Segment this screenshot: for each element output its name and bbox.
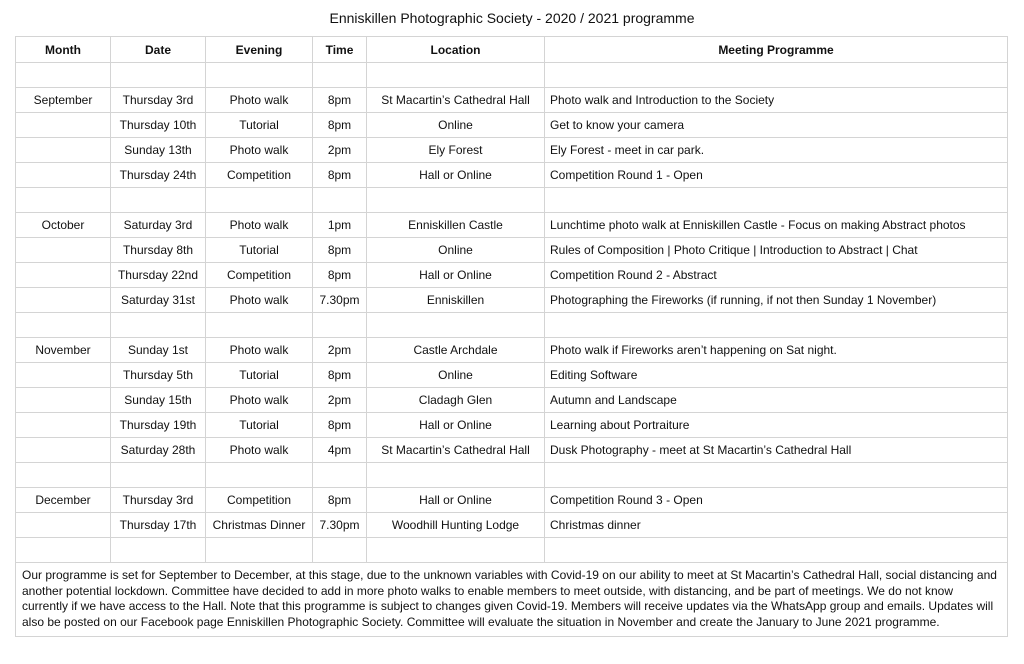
location-cell: Hall or Online bbox=[367, 263, 545, 288]
time-cell: 8pm bbox=[313, 238, 367, 263]
month-cell bbox=[16, 413, 111, 438]
empty-cell bbox=[367, 463, 545, 488]
empty-cell bbox=[16, 63, 111, 88]
month-cell bbox=[16, 238, 111, 263]
month-cell: November bbox=[16, 338, 111, 363]
time-cell: 8pm bbox=[313, 163, 367, 188]
month-cell bbox=[16, 263, 111, 288]
month-cell: September bbox=[16, 88, 111, 113]
location-cell: Enniskillen Castle bbox=[367, 213, 545, 238]
programme-cell: Competition Round 1 - Open bbox=[545, 163, 1008, 188]
empty-cell bbox=[367, 63, 545, 88]
location-cell: Castle Archdale bbox=[367, 338, 545, 363]
spacer-row bbox=[16, 463, 1008, 488]
empty-cell bbox=[111, 63, 206, 88]
empty-cell bbox=[16, 463, 111, 488]
table-row bbox=[16, 438, 1008, 463]
evening-cell: Tutorial bbox=[206, 413, 313, 438]
time-cell: 2pm bbox=[313, 138, 367, 163]
time-cell: 8pm bbox=[313, 88, 367, 113]
empty-cell bbox=[111, 463, 206, 488]
month-cell bbox=[16, 138, 111, 163]
location-cell: Woodhill Hunting Lodge bbox=[367, 513, 545, 538]
header-location: Location bbox=[367, 37, 545, 63]
programme-cell: Editing Software bbox=[545, 363, 1008, 388]
programme-cell: Photo walk and Introduction to the Society bbox=[545, 88, 1008, 113]
location-cell: Hall or Online bbox=[367, 163, 545, 188]
empty-cell bbox=[367, 188, 545, 213]
empty-cell bbox=[367, 538, 545, 563]
empty-cell bbox=[16, 188, 111, 213]
programme-cell: Competition Round 3 - Open bbox=[545, 488, 1008, 513]
evening-cell: Tutorial bbox=[206, 113, 313, 138]
table-row bbox=[16, 263, 1008, 288]
table-row bbox=[16, 363, 1008, 388]
empty-cell bbox=[206, 188, 313, 213]
spacer-row bbox=[16, 313, 1008, 338]
location-cell: St Macartin’s Cathedral Hall bbox=[367, 438, 545, 463]
programme-cell: Dusk Photography - meet at St Macartin’s Cathedral Hall bbox=[545, 438, 1008, 463]
programme-cell: Ely Forest - meet in car park. bbox=[545, 138, 1008, 163]
empty-cell bbox=[111, 538, 206, 563]
evening-cell: Photo walk bbox=[206, 288, 313, 313]
month-cell bbox=[16, 438, 111, 463]
location-cell: Online bbox=[367, 363, 545, 388]
date-cell: Thursday 22nd bbox=[111, 263, 206, 288]
date-cell: Sunday 1st bbox=[111, 338, 206, 363]
month-cell bbox=[16, 388, 111, 413]
month-cell bbox=[16, 288, 111, 313]
page-title: Enniskillen Photographic Society - 2020 / 2021 programme bbox=[329, 10, 695, 26]
header-month: Month bbox=[16, 37, 111, 63]
evening-cell: Photo walk bbox=[206, 438, 313, 463]
location-cell: Online bbox=[367, 238, 545, 263]
evening-cell: Competition bbox=[206, 488, 313, 513]
programme-table bbox=[15, 36, 1008, 637]
evening-cell: Competition bbox=[206, 263, 313, 288]
evening-cell: Photo walk bbox=[206, 388, 313, 413]
header-time: Time bbox=[313, 37, 367, 63]
programme-cell: Photo walk if Fireworks aren’t happening on Sat night. bbox=[545, 338, 1008, 363]
table-row bbox=[16, 113, 1008, 138]
evening-cell: Christmas Dinner bbox=[206, 513, 313, 538]
header-row bbox=[16, 37, 1008, 63]
table-row bbox=[16, 413, 1008, 438]
table-row bbox=[16, 88, 1008, 113]
header-evening: Evening bbox=[206, 37, 313, 63]
date-cell: Thursday 3rd bbox=[111, 488, 206, 513]
empty-cell bbox=[16, 313, 111, 338]
date-cell: Thursday 3rd bbox=[111, 88, 206, 113]
time-cell: 7.30pm bbox=[313, 513, 367, 538]
spacer-row bbox=[16, 538, 1008, 563]
date-cell: Thursday 5th bbox=[111, 363, 206, 388]
programme-cell: Photographing the Fireworks (if running, if not then Sunday 1 November) bbox=[545, 288, 1008, 313]
table-row bbox=[16, 213, 1008, 238]
evening-cell: Competition bbox=[206, 163, 313, 188]
table-row bbox=[16, 138, 1008, 163]
table-row bbox=[16, 513, 1008, 538]
date-cell: Sunday 15th bbox=[111, 388, 206, 413]
time-cell: 8pm bbox=[313, 363, 367, 388]
time-cell: 1pm bbox=[313, 213, 367, 238]
time-cell: 4pm bbox=[313, 438, 367, 463]
date-cell: Thursday 8th bbox=[111, 238, 206, 263]
empty-cell bbox=[545, 538, 1008, 563]
programme-cell: Christmas dinner bbox=[545, 513, 1008, 538]
table-body bbox=[16, 63, 1008, 563]
spacer-row bbox=[16, 63, 1008, 88]
header-date: Date bbox=[111, 37, 206, 63]
empty-cell bbox=[111, 188, 206, 213]
empty-cell bbox=[545, 463, 1008, 488]
location-cell: Online bbox=[367, 113, 545, 138]
date-cell: Thursday 19th bbox=[111, 413, 206, 438]
time-cell: 8pm bbox=[313, 263, 367, 288]
programme-cell: Autumn and Landscape bbox=[545, 388, 1008, 413]
date-cell: Thursday 17th bbox=[111, 513, 206, 538]
table-row bbox=[16, 338, 1008, 363]
empty-cell bbox=[111, 313, 206, 338]
empty-cell bbox=[313, 63, 367, 88]
programme-cell: Lunchtime photo walk at Enniskillen Castle - Focus on making Abstract photos bbox=[545, 213, 1008, 238]
table-row bbox=[16, 488, 1008, 513]
empty-cell bbox=[206, 538, 313, 563]
table-row bbox=[16, 163, 1008, 188]
programme-cell: Get to know your camera bbox=[545, 113, 1008, 138]
location-cell: Cladagh Glen bbox=[367, 388, 545, 413]
month-cell bbox=[16, 363, 111, 388]
month-cell bbox=[16, 513, 111, 538]
time-cell: 2pm bbox=[313, 388, 367, 413]
empty-cell bbox=[206, 63, 313, 88]
time-cell: 8pm bbox=[313, 488, 367, 513]
empty-cell bbox=[313, 188, 367, 213]
evening-cell: Photo walk bbox=[206, 338, 313, 363]
month-cell: December bbox=[16, 488, 111, 513]
empty-cell bbox=[206, 313, 313, 338]
month-cell: October bbox=[16, 213, 111, 238]
table-row bbox=[16, 238, 1008, 263]
location-cell: St Macartin’s Cathedral Hall bbox=[367, 88, 545, 113]
month-cell bbox=[16, 113, 111, 138]
time-cell: 2pm bbox=[313, 338, 367, 363]
date-cell: Saturday 31st bbox=[111, 288, 206, 313]
evening-cell: Photo walk bbox=[206, 213, 313, 238]
evening-cell: Photo walk bbox=[206, 138, 313, 163]
month-cell bbox=[16, 163, 111, 188]
note-row bbox=[16, 563, 1008, 637]
table-row bbox=[16, 288, 1008, 313]
empty-cell bbox=[545, 63, 1008, 88]
empty-cell bbox=[313, 463, 367, 488]
evening-cell: Tutorial bbox=[206, 363, 313, 388]
empty-cell bbox=[545, 313, 1008, 338]
empty-cell bbox=[206, 463, 313, 488]
location-cell: Hall or Online bbox=[367, 413, 545, 438]
empty-cell bbox=[313, 538, 367, 563]
evening-cell: Photo walk bbox=[206, 88, 313, 113]
table-row bbox=[16, 388, 1008, 413]
empty-cell bbox=[16, 538, 111, 563]
date-cell: Saturday 3rd bbox=[111, 213, 206, 238]
header-programme: Meeting Programme bbox=[545, 37, 1008, 63]
empty-cell bbox=[313, 313, 367, 338]
spacer-row bbox=[16, 188, 1008, 213]
programme-cell: Learning about Portraiture bbox=[545, 413, 1008, 438]
date-cell: Thursday 10th bbox=[111, 113, 206, 138]
location-cell: Ely Forest bbox=[367, 138, 545, 163]
location-cell: Enniskillen bbox=[367, 288, 545, 313]
date-cell: Thursday 24th bbox=[111, 163, 206, 188]
empty-cell bbox=[367, 313, 545, 338]
programme-cell: Rules of Composition | Photo Critique | Introduction to Abstract | Chat bbox=[545, 238, 1008, 263]
location-cell: Hall or Online bbox=[367, 488, 545, 513]
date-cell: Sunday 13th bbox=[111, 138, 206, 163]
time-cell: 7.30pm bbox=[313, 288, 367, 313]
programme-cell: Competition Round 2 - Abstract bbox=[545, 263, 1008, 288]
time-cell: 8pm bbox=[313, 413, 367, 438]
empty-cell bbox=[545, 188, 1008, 213]
time-cell: 8pm bbox=[313, 113, 367, 138]
programme-note: Our programme is set for September to December, at this stage, due to the unknown variables with Covid-19 on our ability to meet at St Macartin’s Cathedral Hall, social distancing and another potential lockdown. Committee have decided to add in more photo walks to enable members to meet outside, with distancing, and be part of meetings. We do not know currently if we have access to the Hall. Note that this programme is subject to changes given Covid-19. Members will receive updates via the WhatsApp group and emails. Updates will also be posted on our Facebook page Enniskillen Photographic Society. Committee will evaluate the situation in November and create the January to June 2021 programme. bbox=[16, 563, 1008, 637]
date-cell: Saturday 28th bbox=[111, 438, 206, 463]
evening-cell: Tutorial bbox=[206, 238, 313, 263]
